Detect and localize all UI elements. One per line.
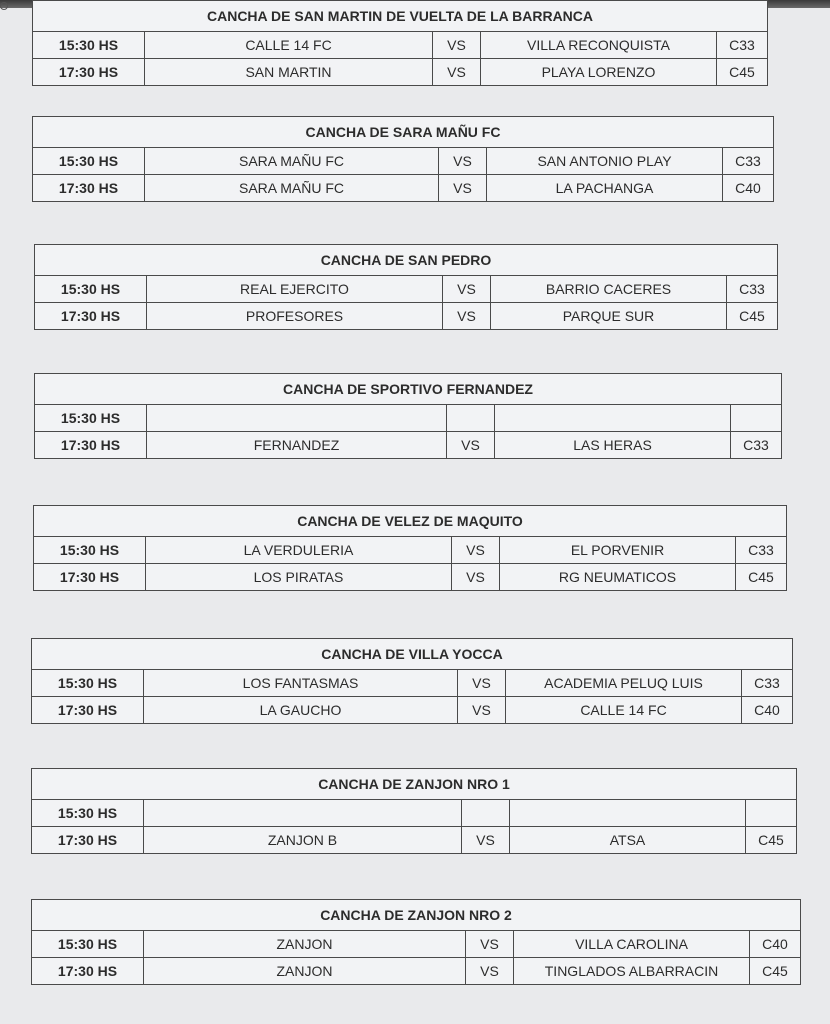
vs-label: VS	[439, 148, 487, 174]
match-row	[33, 148, 773, 174]
match-time: 15:30 HS	[34, 537, 146, 563]
away-team: ACADEMIA PELUQ LUIS	[506, 670, 742, 696]
vs-label: VS	[447, 432, 495, 458]
home-team: LA VERDULERIA	[146, 537, 452, 563]
field-block	[32, 116, 774, 202]
field-title: CANCHA DE VELEZ DE MAQUITO	[34, 506, 786, 537]
match-time: 15:30 HS	[32, 670, 144, 696]
field-title: CANCHA DE SAN PEDRO	[35, 245, 777, 276]
category: C40	[762, 936, 788, 952]
field-title: CANCHA DE SPORTIVO FERNANDEZ	[35, 374, 781, 405]
match-row	[35, 431, 781, 458]
home-team: REAL EJERCITO	[147, 276, 443, 302]
match-time: 17:30 HS	[32, 827, 144, 853]
field-title: CANCHA DE ZANJON NRO 1	[32, 769, 796, 800]
field-block	[33, 505, 787, 591]
category: C33	[739, 281, 765, 297]
field-block	[31, 638, 793, 724]
category: C45	[758, 832, 784, 848]
category: C33	[729, 37, 755, 53]
match-row	[34, 537, 786, 563]
away-team: RG NEUMATICOS	[500, 564, 736, 590]
away-team: LA PACHANGA	[487, 175, 723, 201]
match-row	[33, 58, 767, 85]
match-row	[35, 302, 777, 329]
category: C45	[748, 569, 774, 585]
away-team: BARRIO CACERES	[491, 276, 727, 302]
away-team: EL PORVENIR	[500, 537, 736, 563]
match-time: 17:30 HS	[32, 697, 144, 723]
match-time: 17:30 HS	[35, 432, 147, 458]
home-team	[144, 800, 462, 826]
vs-label: VS	[458, 670, 506, 696]
match-time: 15:30 HS	[33, 148, 145, 174]
home-team: LOS FANTASMAS	[144, 670, 458, 696]
vs-label: VS	[462, 827, 510, 853]
match-row	[33, 32, 767, 58]
vs-label: VS	[452, 537, 500, 563]
field-block	[31, 768, 797, 854]
category: C33	[748, 542, 774, 558]
field-block	[34, 373, 782, 459]
category: C45	[762, 963, 788, 979]
away-team: VILLA CAROLINA	[514, 931, 750, 957]
match-row	[32, 931, 800, 957]
match-time: 15:30 HS	[32, 931, 144, 957]
category: C33	[754, 675, 780, 691]
category: C40	[754, 702, 780, 718]
vs-label: VS	[458, 697, 506, 723]
vs-label: VS	[439, 175, 487, 201]
home-team: CALLE 14 FC	[145, 32, 433, 58]
away-team: PARQUE SUR	[491, 303, 727, 329]
match-time: 17:30 HS	[35, 303, 147, 329]
home-team: PROFESORES	[147, 303, 443, 329]
home-team: SARA MAÑU FC	[145, 148, 439, 174]
field-title: CANCHA DE SAN MARTIN DE VUELTA DE LA BARRANCA	[33, 1, 767, 32]
home-team: LA GAUCHO	[144, 697, 458, 723]
away-team: PLAYA LORENZO	[481, 59, 717, 85]
match-time: 15:30 HS	[32, 800, 144, 826]
match-row	[32, 957, 800, 984]
home-team: ZANJON	[144, 931, 466, 957]
away-team	[495, 405, 731, 431]
vs-label	[447, 405, 495, 431]
match-time: 17:30 HS	[33, 59, 145, 85]
match-time: 15:30 HS	[35, 405, 147, 431]
match-row	[32, 670, 792, 696]
field-title: CANCHA DE SARA MAÑU FC	[33, 117, 773, 148]
vs-label: VS	[452, 564, 500, 590]
home-team: SAN MARTIN	[145, 59, 433, 85]
field-title: CANCHA DE VILLA YOCCA	[32, 639, 792, 670]
match-time: 17:30 HS	[32, 958, 144, 984]
home-team: ZANJON	[144, 958, 466, 984]
away-team: CALLE 14 FC	[506, 697, 742, 723]
circle-mark-icon	[0, 2, 8, 10]
category	[731, 405, 781, 431]
match-row	[35, 276, 777, 302]
match-time: 17:30 HS	[34, 564, 146, 590]
field-title: CANCHA DE ZANJON NRO 2	[32, 900, 800, 931]
category: C33	[735, 153, 761, 169]
category: C40	[735, 180, 761, 196]
category	[746, 800, 796, 826]
home-team: SARA MAÑU FC	[145, 175, 439, 201]
away-team	[510, 800, 746, 826]
vs-label: VS	[466, 958, 514, 984]
match-time: 17:30 HS	[33, 175, 145, 201]
field-block	[32, 0, 768, 86]
away-team: ATSA	[510, 827, 746, 853]
category: C45	[729, 64, 755, 80]
category: C33	[743, 437, 769, 453]
home-team: LOS PIRATAS	[146, 564, 452, 590]
vs-label: VS	[466, 931, 514, 957]
match-row	[32, 826, 796, 853]
vs-label: VS	[433, 59, 481, 85]
home-team	[147, 405, 447, 431]
vs-label: VS	[443, 276, 491, 302]
home-team: FERNANDEZ	[147, 432, 447, 458]
match-row	[32, 696, 792, 723]
away-team: VILLA RECONQUISTA	[481, 32, 717, 58]
away-team: SAN ANTONIO PLAY	[487, 148, 723, 174]
vs-label	[462, 800, 510, 826]
away-team: LAS HERAS	[495, 432, 731, 458]
away-team: TINGLADOS ALBARRACIN	[514, 958, 750, 984]
field-block	[34, 244, 778, 330]
vs-label: VS	[443, 303, 491, 329]
field-block	[31, 899, 801, 985]
vs-label: VS	[433, 32, 481, 58]
match-time: 15:30 HS	[35, 276, 147, 302]
match-row	[35, 405, 781, 431]
match-row	[33, 174, 773, 201]
category: C45	[739, 308, 765, 324]
match-time: 15:30 HS	[33, 32, 145, 58]
home-team: ZANJON B	[144, 827, 462, 853]
match-row	[32, 800, 796, 826]
match-row	[34, 563, 786, 590]
